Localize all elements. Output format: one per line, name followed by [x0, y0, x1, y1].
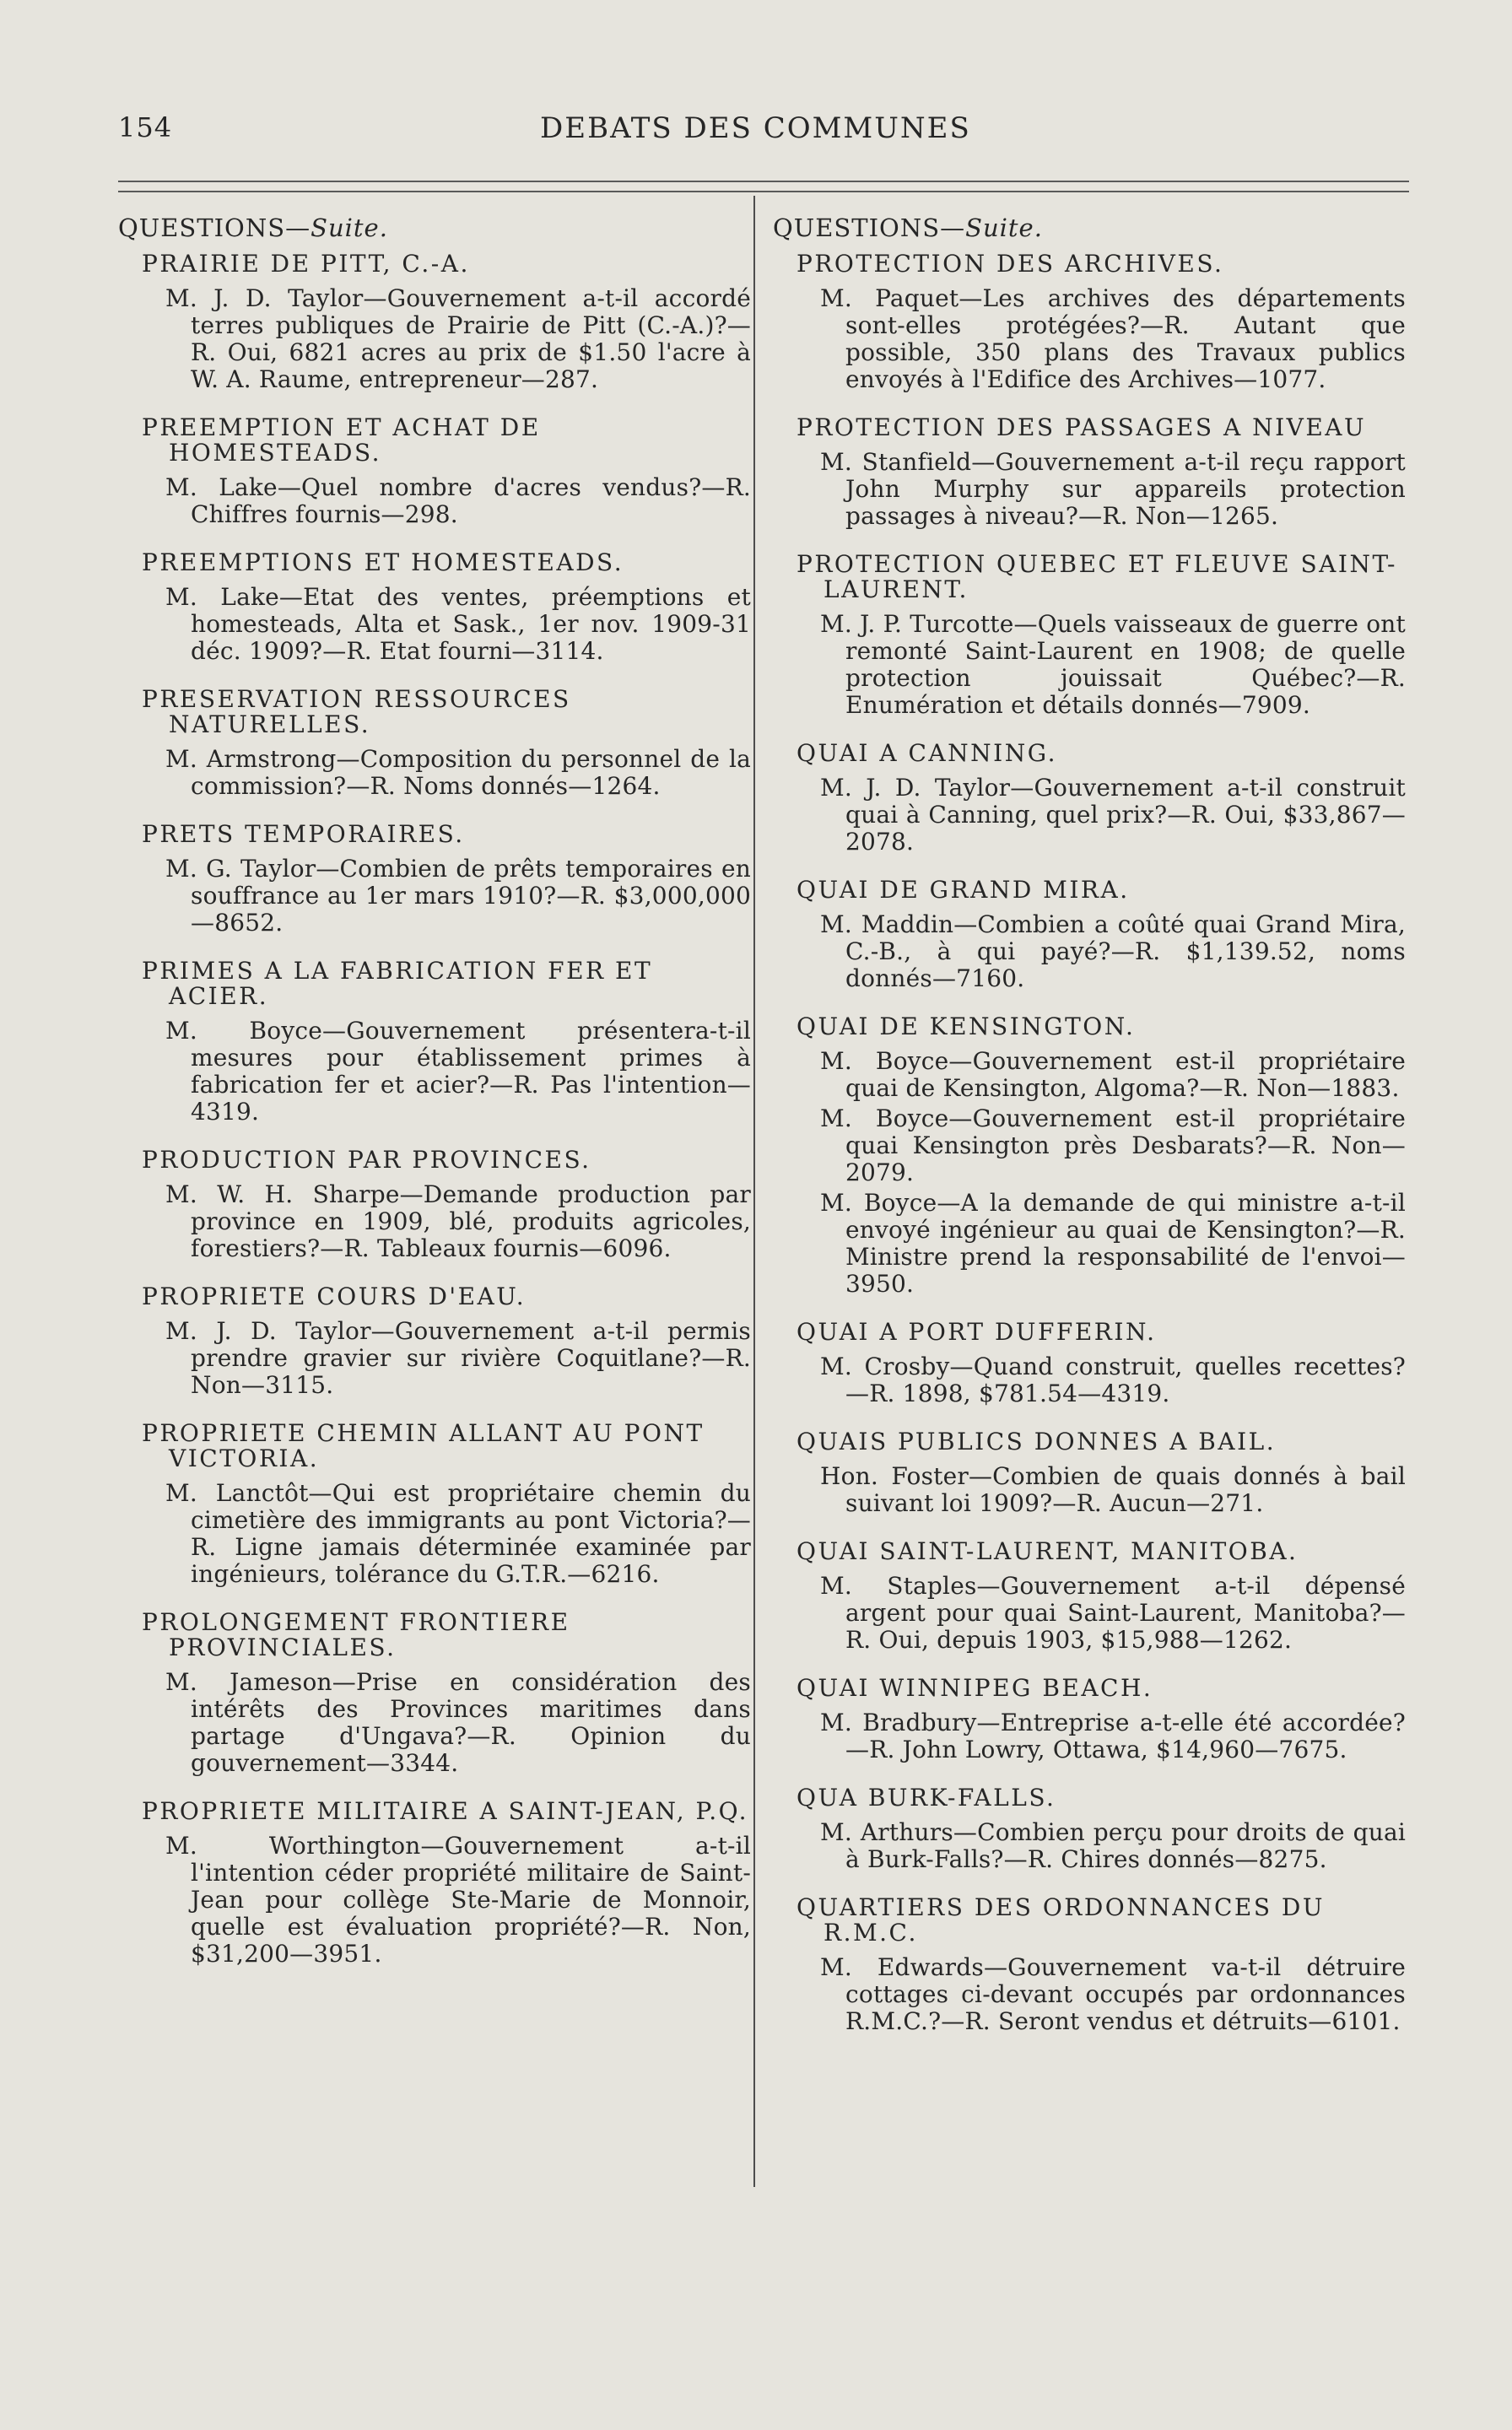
topic-title: PROTECTION DES PASSAGES A NIVEAU	[796, 413, 1367, 441]
question-entry: M. Bradbury—Entreprise a-t-elle été accordée?—R. John Lowry, Ottawa, $14,960—7675.	[820, 1709, 1406, 1763]
topic-title: QUAIS PUBLICS DONNES A BAIL.	[796, 1428, 1277, 1455]
topic-title: PRIMES A LA FABRICATION FER ET ACIER.	[142, 957, 653, 1010]
running-header: DEBATS DES COMMUNES	[540, 111, 971, 145]
question-entry: M. Lake—Quel nombre d'acres vendus?—R. Chiffres fournis—298.	[165, 473, 751, 528]
topic-section	[773, 1785, 1406, 1873]
topic-title: QUAI DE GRAND MIRA.	[796, 876, 1130, 904]
column-heading-suffix: Suite.	[965, 213, 1043, 242]
topic-title: QUAI A PORT DUFFERIN.	[796, 1318, 1157, 1346]
topic-title: PRAIRIE DE PITT, C.-A.	[142, 250, 470, 278]
topic-section	[118, 687, 751, 800]
topic-section	[773, 415, 1406, 530]
question-entry: M. Armstrong—Composition du personnel de la commission?—R. Noms donnés—1264.	[165, 745, 751, 800]
question-entry: M. G. Taylor—Combien de prêts temporaires en souffrance au 1er mars 1910?—R. $3,000,000—8652.	[165, 855, 751, 937]
topic-section	[118, 1284, 751, 1399]
topic-title: QUA BURK-FALLS.	[796, 1784, 1056, 1812]
question-entry: M. Boyce—Gouvernement est-il propriétaire quai Kensington près Desbarats?—R. Non—2079.	[820, 1104, 1406, 1186]
question-entry: M. Lanctôt—Qui est propriétaire chemin du cimetière des immigrants au pont Victoria?—R. Ligne jamais déterminée examinée par ingénieurs, tolérance du G.T.R.—6216.	[165, 1479, 751, 1588]
question-entry: M. J. D. Taylor—Gouvernement a-t-il accordé terres publiques de Prairie de Pitt (C.-A.)?—R. Oui, 6821 acres au prix de $1.50 l'acre à W. A. Raume, entrepreneur—287.	[165, 284, 751, 393]
column-heading-text: QUESTIONS—	[118, 213, 311, 242]
left-column	[118, 214, 751, 1990]
topic-title: PROPRIETE COURS D'EAU.	[142, 1282, 526, 1310]
topic-section	[118, 251, 751, 393]
topic-title: PREEMPTION ET ACHAT DE HOMESTEADS.	[142, 413, 541, 467]
question-entry: M. Stanfield—Gouvernement a-t-il reçu rapport John Murphy sur appareils protection passages à niveau?—R. Non—1265.	[820, 448, 1406, 530]
question-entry: M. Crosby—Quand construit, quelles recettes?—R. 1898, $781.54—4319.	[820, 1353, 1406, 1407]
topic-section	[118, 415, 751, 528]
topic-section	[773, 251, 1406, 393]
question-entry: M. Paquet—Les archives des départements sont-elles protégées?—R. Autant que possible, 350 plans des Travaux publics envoyés à l'Edifice des Archives—1077.	[820, 284, 1406, 393]
topic-section	[773, 1539, 1406, 1654]
topic-title: PROTECTION DES ARCHIVES.	[796, 250, 1224, 278]
question-entry: M. Lake—Etat des ventes, préemptions et homesteads, Alta et Sask., 1er nov. 1909-31 déc. 1909?—R. Etat fourni—3114.	[165, 583, 751, 665]
topic-section	[118, 1148, 751, 1262]
topic-section	[118, 550, 751, 665]
column-heading-text: QUESTIONS—	[773, 213, 966, 242]
topic-title: PRESERVATION RESSOURCES NATURELLES.	[142, 685, 571, 738]
topic-title: QUAI A CANNING.	[796, 739, 1057, 767]
topic-section	[118, 822, 751, 937]
topic-section	[118, 1421, 751, 1588]
topic-title: QUAI DE KENSINGTON.	[796, 1012, 1136, 1040]
topic-title: QUAI SAINT-LAURENT, MANITOBA.	[796, 1537, 1299, 1565]
question-entry: M. J. P. Turcotte—Quels vaisseaux de guerre ont remonté Saint-Laurent en 1908; de quelle protection jouissait Québec?—R. Enumération et détails donnés—7909.	[820, 610, 1406, 719]
question-entry: M. Edwards—Gouvernement va-t-il détruire cottages ci-devant occupés par ordonnances R.M.C.?—R. Seront vendus et détruits—6101.	[820, 1953, 1406, 2035]
question-entry: M. Staples—Gouvernement a-t-il dépensé argent pour quai Saint-Laurent, Manitoba?—R. Oui, depuis 1903, $15,988—1262.	[820, 1572, 1406, 1654]
topic-section	[773, 552, 1406, 719]
topic-title: QUAI WINNIPEG BEACH.	[796, 1674, 1153, 1702]
column-heading	[773, 214, 1406, 241]
topic-title: PRETS TEMPORAIRES.	[142, 820, 465, 848]
topic-section	[773, 741, 1406, 856]
topic-title: PROTECTION QUEBEC ET FLEUVE SAINT-LAURENT.	[796, 550, 1397, 603]
question-entry: M. J. D. Taylor—Gouvernement a-t-il permis prendre gravier sur rivière Coquitlane?—R. Non—3115.	[165, 1317, 751, 1399]
question-entry: M. Maddin—Combien a coûté quai Grand Mira, C.-B., à qui payé?—R. $1,139.52, noms donnés—7160.	[820, 910, 1406, 992]
topic-title: PRODUCTION PAR PROVINCES.	[142, 1146, 591, 1174]
topic-section	[118, 958, 751, 1126]
column-heading	[118, 214, 751, 241]
topic-section	[118, 1610, 751, 1777]
question-entry: Hon. Foster—Combien de quais donnés à bail suivant loi 1909?—R. Aucun—271.	[820, 1462, 1406, 1517]
topic-section	[773, 1320, 1406, 1407]
topic-title: PROPRIETE CHEMIN ALLANT AU PONT VICTORIA.	[142, 1419, 705, 1472]
topic-title: PREEMPTIONS ET HOMESTEADS.	[142, 548, 624, 576]
topic-section	[773, 1014, 1406, 1298]
topic-section	[773, 1429, 1406, 1517]
topic-section	[773, 878, 1406, 992]
question-entry: M. W. H. Sharpe—Demande production par province en 1909, blé, produits agricoles, forestiers?—R. Tableaux fournis—6096.	[165, 1180, 751, 1262]
topic-section	[118, 1799, 751, 1968]
question-entry: M. Boyce—A la demande de qui ministre a-t-il envoyé ingénieur au quai de Kensington?—R. Ministre prend la responsabilité de l'envoi—3950.	[820, 1189, 1406, 1298]
question-entry: M. Worthington—Gouvernement a-t-il l'intention céder propriété militaire de Saint-Jean pour collège Ste-Marie de Monnoir, quelle est évaluation propriété?—R. Non, $31,200—3951.	[165, 1832, 751, 1968]
right-column	[773, 214, 1406, 2057]
question-entry: M. Jameson—Prise en considération des intérêts des Provinces maritimes dans partage d'Ungava?—R. Opinion du gouvernement—3344.	[165, 1668, 751, 1777]
page-number: 154	[118, 111, 173, 143]
question-entry: M. Boyce—Gouvernement est-il propriétaire quai de Kensington, Algoma?—R. Non—1883.	[820, 1047, 1406, 1102]
question-entry: M. J. D. Taylor—Gouvernement a-t-il construit quai à Canning, quel prix?—R. Oui, $33,867—2078.	[820, 774, 1406, 856]
topic-title: QUARTIERS DES ORDONNANCES DU R.M.C.	[796, 1893, 1325, 1947]
topic-title: PROLONGEMENT FRONTIERE PROVINCIALES.	[142, 1608, 570, 1661]
question-entry: M. Boyce—Gouvernement présentera-t-il mesures pour établissement primes à fabrication fer et acier?—R. Pas l'intention—4319.	[165, 1017, 751, 1126]
column-divider	[753, 196, 755, 2187]
topic-title: PROPRIETE MILITAIRE A SAINT-JEAN, P.Q.	[142, 1797, 749, 1825]
header-rule-double	[118, 191, 1409, 192]
topic-section	[773, 1895, 1406, 2035]
header-rule	[118, 181, 1409, 182]
topic-section	[773, 1676, 1406, 1763]
column-heading-suffix: Suite.	[310, 213, 388, 242]
question-entry: M. Arthurs—Combien perçu pour droits de quai à Burk-Falls?—R. Chires donnés—8275.	[820, 1818, 1406, 1873]
